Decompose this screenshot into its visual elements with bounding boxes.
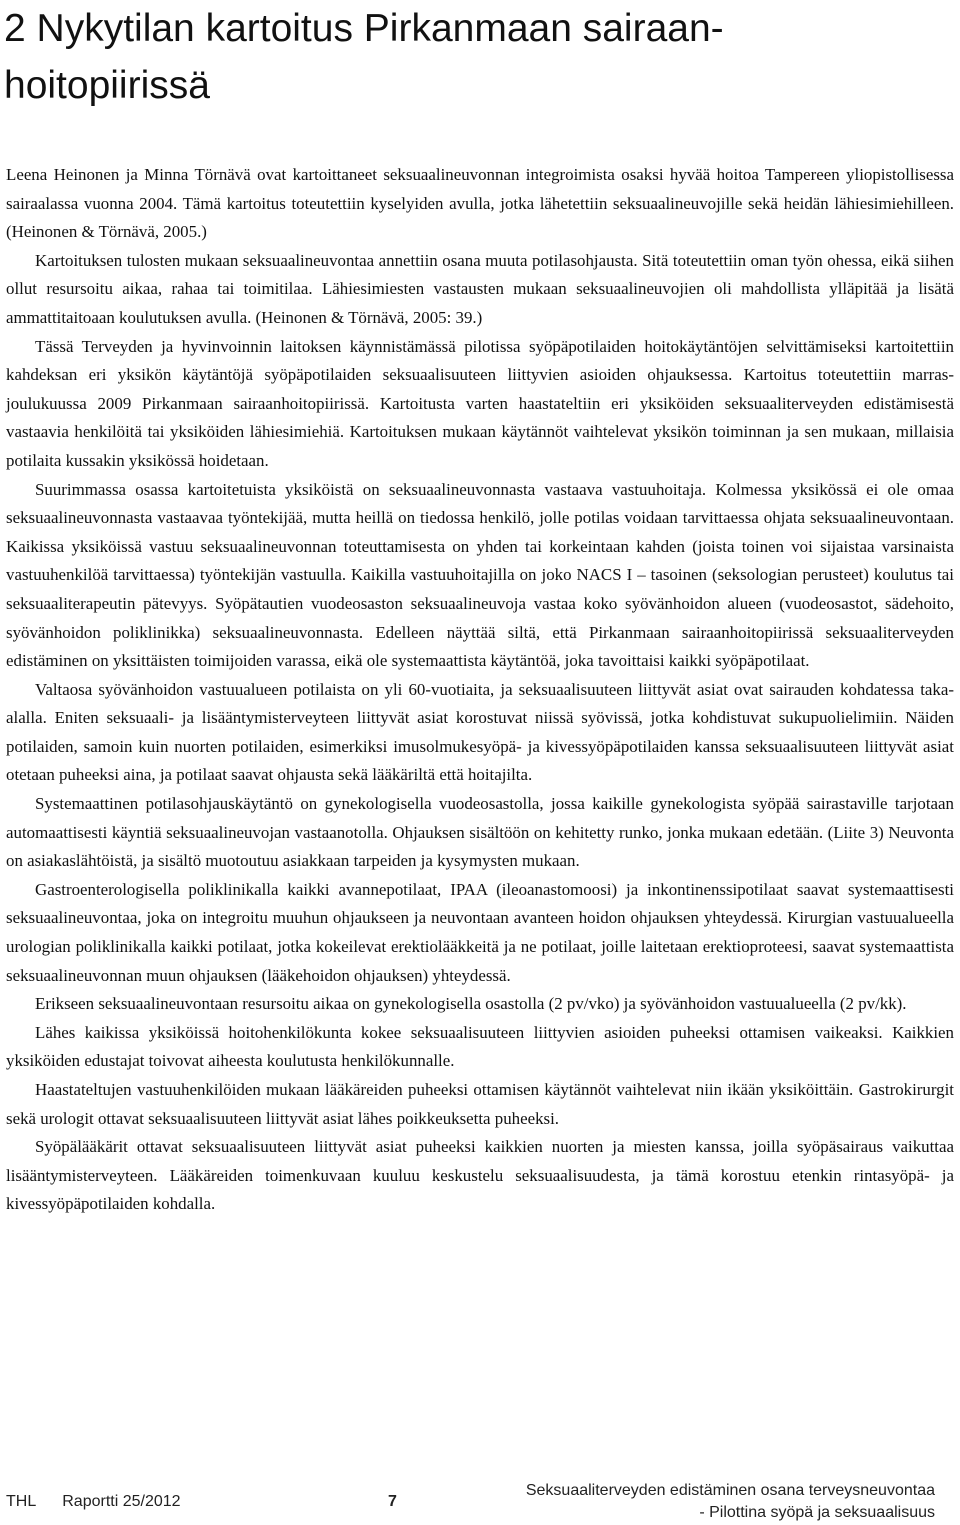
paragraph-6: Systemaattinen potilasohjauskäytäntö on gynekologisella vuodeosastolla, jossa kaikille gynekologista syöpää sairastaville tarjotaan automaattisesti käyntiä seksuaalineuvojan vastaanotolla. Ohjauksen sisältöön on kehitetty runko, jonka mukaan edetään. (Liite 3) Neuvonta on asiakaslähtöistä, ja sisältö muotoutuu asiakkaan tarpeiden ja kysymysten mukaan.	[6, 794, 954, 871]
paragraph-1: Leena Heinonen ja Minna Törnävä ovat kartoittaneet seksuaalineuvonnan integroimista osaksi hyvää hoitoa Tampereen yliopistollisessa sairaalassa vuonna 2004. Tämä kartoitus toteutettiin kyselyiden avulla, jotka lähetettiin seksuaalineuvojille sekä heidän lähiesimiehilleen. (Heinonen & Törnävä, 2005.)	[6, 165, 954, 242]
paragraph-8: Erikseen seksuaalineuvontaan resursoitu aikaa on gynekologisella osastolla (2 pv/vko) ja syövänhoidon vastuualueella (2 pv/kk).	[35, 994, 907, 1014]
paragraph-4: Suurimmassa osassa kartoitetuista yksiköistä on seksuaalineuvonnasta vastaava vastuuhoitaja. Kolmessa yksikössä ei ole omaa seksuaalineuvonnasta vastaavaa työntekijää, mutta heillä on tiedossa henkilö, jolle potilas voidaan tarvittaessa ohjata seksuaalineuvontaan. Kaikissa yksiköissä vastuu seksuaalineuvonnan toteuttamisesta on yhden tai korkeintaan kahden (joista toinen voi sijaistaa varsinaista vastuuhenkilöä tarvittaessa) työntekijän vastuulla. Kaikilla vastuuhoitajilla on joko NACS I – tasoinen (seksologian perusteet) koulutus tai seksuaaliterapeutin pätevyys. Syöpätautien vuodeosaston seksuaalineuvoja vastaa koko syövänhoidon alueen (vuodeosastot, sädehoito, syövänhoidon poliklinikka) seksuaalineuvonnasta. Edelleen näyttää siltä, että Pirkanmaan sairaanhoitopiirissä seksuaaliterveyden edistäminen on yksittäisten toimijoiden varassa, eikä ole systemaattista käytäntöä, joka tavoittaisi kaikki syöpäpotilaat.	[6, 479, 954, 671]
footer-title-line1: Seksuaaliterveyden edistäminen osana terveysneuvontaa	[525, 1482, 935, 1499]
chapter-heading-line2: hoitopiirissä	[4, 64, 210, 107]
chapter-heading	[4, 0, 956, 114]
footer-title-line2: - Pilottina syöpä ja seksuaalisuus	[699, 1504, 935, 1521]
paragraph-5: Valtaosa syövänhoidon vastuualueen potilaista on yli 60-vuotiaita, ja seksuaalisuuteen liittyvät asiat ovat sairauden kohdatessa taka-alalla. Eniten seksuaali- ja lisääntymisterveyteen liittyvät asiat korostuvat niissä syövissä, jotka kohdistuvat sukupuolielimiin. Näiden potilaiden, samoin kuin nuorten potilaiden, esimerkiksi imusolmukesyöpä- ja kivessyöpäpotilaiden kanssa seksuaalisuuteen liittyvät asiat otetaan puheeksi aina, ja potilaat saavat ohjausta sekä lääkäriltä että hoitajilta.	[6, 679, 954, 785]
paragraph-7: Gastroenterologisella poliklinikalla kaikki avannepotilaat, IPAA (ileoanastomoosi) ja inkontinenssipotilaat saavat systemaattisesti seksuaalineuvontaa, joka on integroitu muuhun ohjaukseen ja neuvontaan avanteen hoidon ohjauksen yhteydessä. Kirurgian vastuualueella urologian poliklinikalla kaikki potilaat, jotka kokeilevat erektiolääkkeitä ja ne potilaat, joille laitetaan erektioproteesi, saavat systemaattista seksuaalineuvonnan muun ohjauksen (lääkehoidon ohjauksen) yhteydessä.	[6, 879, 954, 985]
paragraph-3: Tässä Terveyden ja hyvinvoinnin laitoksen käynnistämässä pilotissa syöpäpotilaiden hoitokäytäntöjen selvittämiseksi kartoitettiin kahdeksan eri yksikön käytäntöjä syöpäpotilaiden seksuaalisuuteen liittyvien asioiden ohjauksessa. Kartoitus toteutettiin marras- joulukuussa 2009 Pirkanmaan sairaanhoitopiirissä. Kartoitusta varten haastateltiin eri yksiköiden seksuaaliterveyden edistämisestä vastaavia henkilöitä tai yksiköiden lähiesimiehiä. Kartoituksen mukaan käytännöt vaihtelevat yksikön toiminnan ja sen mukaan, millaisia potilaita kussakin yksikössä hoidetaan.	[6, 336, 954, 470]
page-number: 7	[388, 1493, 397, 1510]
paragraph-10: Haastateltujen vastuuhenkilöiden mukaan lääkäreiden puheeksi ottamisen käytännöt vaihtelevat niin ikään yksiköittäin. Gastrokirurgit sekä urologit ottavat seksuaalisuuteen liittyvät asiat lähes poikkeuksetta puheeksi.	[6, 1080, 954, 1128]
footer-publisher: THL	[6, 1493, 37, 1510]
body-text	[6, 161, 954, 1219]
footer-document-title	[526, 1480, 935, 1524]
paragraph-2: Kartoituksen tulosten mukaan seksuaalineuvontaa annettiin osana muuta potilasohjausta. Sitä toteutettiin oman työn ohessa, eikä siihen ollut resursoitu aikaa, rahaa tai toimitilaa. Lähiesimiesten vastausten mukaan seksuaalineuvojien oli mahdollista ylläpitää ja lisätä ammattitaitoaan koulutuksen avulla. (Heinonen & Törnävä, 2005: 39.)	[6, 250, 954, 327]
paragraph-11: Syöpälääkärit ottavat seksuaalisuuteen liittyvät asiat puheeksi kaikkien nuorten ja miesten kanssa, joilla syöpäsairaus vaikuttaa lisääntymisterveyteen. Lääkäreiden toimenkuvaan kuuluu keskustelu seksuaalisuudesta, ja tämä korostuu etenkin rintasyöpä- ja kivessyöpäpotilaiden kohdalla.	[6, 1137, 954, 1214]
page-footer	[0, 1478, 960, 1525]
footer-report: Raportti 25/2012	[62, 1493, 181, 1510]
chapter-heading-line1: 2 Nykytilan kartoitus Pirkanmaan sairaan-	[4, 7, 724, 50]
paragraph-9: Lähes kaikissa yksiköissä hoitohenkilökunta kokee seksuaalisuuteen liittyvien asioiden puheeksi ottamisen vaikeaksi. Kaikkien yksiköiden edustajat toivovat aiheesta koulutusta henkilökunnalle.	[6, 1022, 954, 1071]
footer-report-info	[6, 1492, 181, 1512]
